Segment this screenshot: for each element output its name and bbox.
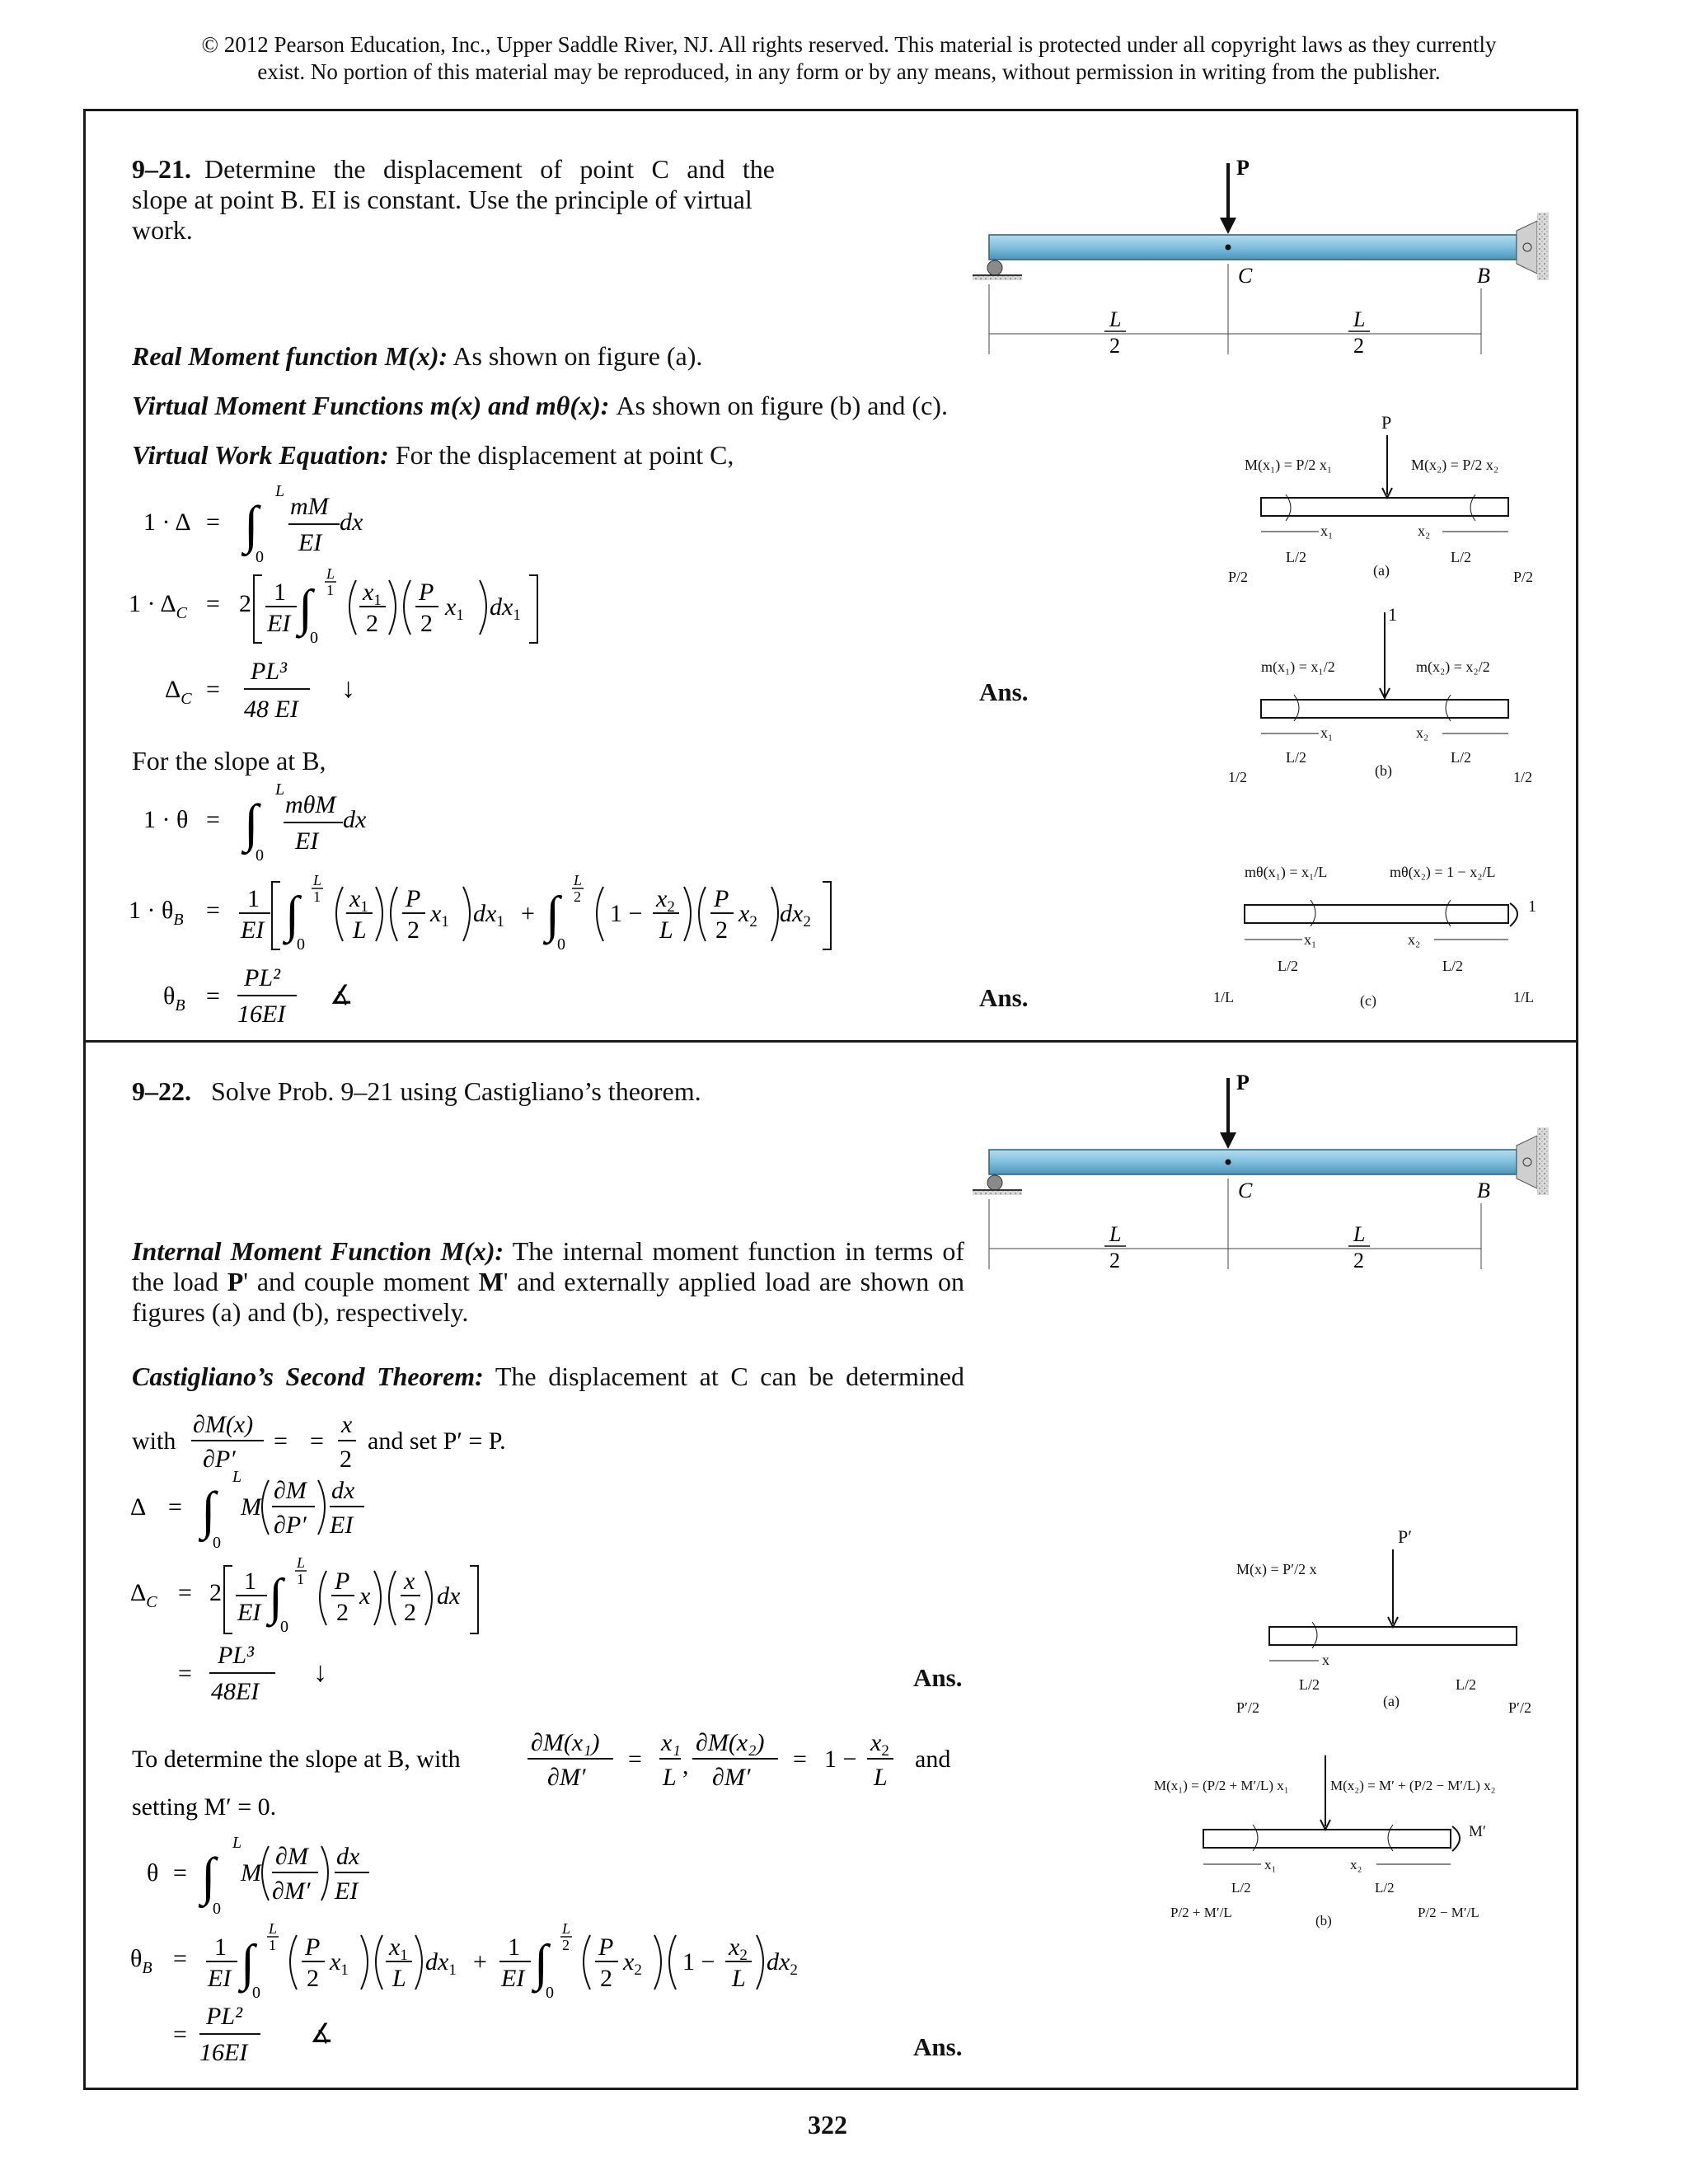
coefficient: 2 [239,590,251,617]
svg-text:L: L [574,872,583,888]
svg-text:∂M′: ∂M′ [712,1764,751,1791]
copyright-notice [82,31,1615,86]
svg-text:2: 2 [340,1446,352,1473]
moment-function-x2: M(x₂) = M′ + (P/2 − M′/L) x₂ [1330,1778,1496,1793]
denominator: EI [267,610,291,637]
svg-text:L/2: L/2 [1451,549,1471,565]
svg-text:L: L [663,1764,677,1791]
svg-text:EI: EI [208,1965,232,1992]
virtual-moment-line [132,391,948,421]
slope-intro: For the slope at B, [132,746,326,776]
svg-text:x2: $x_2$ [870,1729,889,1760]
svg-text:∂M(x₂): ∂M(x₂) [696,1729,765,1756]
real-moment-line [132,341,702,372]
eq-lhs: $1 \cdot \Delta_C$ [129,590,187,622]
pin-support [1517,1136,1537,1188]
svg-text:L: L [353,916,367,944]
svg-text:=: = [168,1493,182,1521]
svg-text:1: 1 [1528,898,1536,916]
svg-text:L/2: L/2 [1278,958,1298,974]
svg-text:P: P [335,1568,350,1595]
right-reaction: P/2 [1513,569,1534,585]
svg-text:2: 2 [307,1965,319,1992]
moment-function: M(x) = P′/2 x [1236,1561,1317,1577]
svg-text:EI: EI [501,1965,525,1992]
integral-sign: ∫ [546,887,560,943]
svg-text:L: L [313,872,322,888]
svg-text:L/2: L/2 [1286,749,1306,766]
svg-text:x: x [359,1582,371,1610]
free-body-sketch-a [1228,412,1550,593]
beam [989,1150,1517,1174]
svg-text:x₂: x₂ [1350,1857,1362,1872]
dimension-label: L [1109,1222,1122,1246]
equations-9-21 [124,478,849,1038]
svg-text:and set P′ = P.: and set P′ = P. [368,1427,506,1455]
numerator: PL² [244,964,281,991]
svg-text:θ: θ [147,1859,159,1886]
svg-text:∂M(x): ∂M(x) [193,1411,254,1438]
integral-sign: ∫ [201,1481,216,1540]
svg-text:L: L [874,1764,888,1791]
svg-text:x: x [1322,1652,1329,1668]
figure-tag: (b) [1375,762,1392,779]
roller-support [987,260,1002,275]
svg-text:x1: $x_1$ [445,593,464,624]
svg-text:setting M′ = 0.: setting M′ = 0. [132,1793,277,1821]
svg-text:,: , [682,1752,689,1779]
statement-line-1: Determine the displacement of point C and the [204,154,775,184]
svg-text:L: L [562,1920,571,1937]
differential: dx [343,806,367,833]
svg-text:EI: EI [330,1511,354,1539]
svg-text:x₁: x₁ [1320,724,1334,741]
virtual-moment-text: As shown on figure (b) and (c). [609,391,948,420]
castigliano-label: Castigliano’s Second Theorem: [132,1361,484,1391]
wall-hatch [1537,213,1549,280]
internal-moment-label: Internal Moment Function M(x): [132,1236,504,1266]
lower-limit: 0 [256,548,264,566]
free-body-sketch-b [1228,606,1550,804]
svg-text:2: 2 [574,888,581,905]
figure-tag: (b) [1315,1913,1332,1929]
pin-support [1517,221,1537,274]
moment-function-x1: M(x₁) = (P/2 + M′/L) x₁ [1154,1778,1289,1793]
svg-text:∂P′: ∂P′ [203,1446,236,1473]
svg-text:P: P [305,1933,321,1961]
upper-limit: L [275,482,285,500]
lower-limit: 0 [297,935,305,954]
svg-text:2: 2 [600,1965,612,1992]
svg-text:∂M′: ∂M′ [547,1764,586,1791]
denominator: EI [298,529,322,556]
differential: $dx_1$ [490,593,521,624]
svg-text:x₂: x₂ [1418,523,1431,539]
numerator: $x_1$ [363,579,382,609]
problem-number: 9–22. [132,1076,191,1106]
problem-number: 9–21. [132,154,191,184]
svg-text:x2: $x_2$ [729,1933,748,1964]
svg-text:x₁: x₁ [1264,1857,1277,1872]
eq-lhs: $\Delta_C$ [165,676,192,708]
numerator: mM [290,493,329,520]
svg-text:2: 2 [336,1599,349,1626]
svg-text:x1: $x_1$ [389,1933,408,1964]
eq-lhs: $1 \cdot \theta_B$ [129,897,184,929]
real-moment-text: As shown on figure (a). [448,341,703,371]
moment-function-x1: M(x₁) = P/2 x₁ [1245,457,1333,473]
denominator: 16EI [237,1001,286,1028]
svg-text:P: P [714,885,729,912]
integral-sign: ∫ [285,887,299,943]
svg-text:x₁: x₁ [661,1729,681,1756]
left-reaction: P′/2 [1236,1699,1259,1716]
svg-text:dx: dx [336,1843,360,1870]
moment-function-x2: M(x₂) = P/2 x₂ [1411,457,1499,473]
svg-text:M: M [241,1859,261,1886]
svg-text:0: 0 [546,1984,554,2002]
beam-figure-9-21 [964,148,1558,371]
castigliano-line: Castigliano’s Second Theorem: The displacement at C can be determined [132,1361,965,1391]
integral-sign: ∫ [298,580,312,636]
copyright-line-1: © 2012 Pearson Education, Inc., Upper Saddle River, NJ. All rights reserved. This material is protected under all copyright laws as they currently [201,32,1497,57]
integral-sign: ∫ [201,1847,216,1905]
svg-text:=: = [628,1746,642,1773]
right-reaction: 1/L [1513,989,1534,1005]
svg-text:EI: EI [237,1599,261,1626]
svg-text:x2: $x_2$ [738,900,757,930]
free-body-sketch-c [1212,841,1558,1030]
svg-text:∂P′: ∂P′ [274,1511,307,1539]
left-reaction: P/2 [1228,569,1249,585]
svg-text:dx2: $dx_2$ [780,900,811,930]
svg-text:θB: $\theta_B$ [130,1945,152,1977]
moment-function-x1: m(x₁) = x₁/2 [1261,658,1335,675]
denominator: 2 [420,610,433,637]
svg-text:M′: M′ [1469,1823,1487,1840]
virtual-work-text: For the displacement at point C, [388,440,734,470]
moment-function-x1: mθ(x₁) = x₁/L [1245,864,1328,880]
right-reaction: 1/2 [1513,769,1533,785]
figure-tag: (a) [1383,1693,1400,1709]
svg-text:M: M [241,1493,261,1521]
eq-equals: = [206,509,220,536]
differential: dx [340,509,363,536]
svg-text:x: x [404,1568,415,1595]
denominator: 2 [366,610,378,637]
eq-lhs: $\theta_B$ [163,982,185,1015]
page-number: 322 [808,2110,847,2139]
svg-text:+: + [521,900,535,927]
right-reaction: P/2 − M′/L [1418,1905,1479,1920]
svg-text:↓: ↓ [313,1657,327,1688]
svg-text:L/2: L/2 [1456,1676,1476,1693]
svg-text:∂M(x₁): ∂M(x₁) [531,1729,600,1756]
svg-text:L: L [732,1965,746,1992]
moment-function-x2: m(x₂) = x₂/2 [1416,658,1490,675]
roller-support [987,1175,1002,1190]
svg-text:1 −: 1 − [824,1746,857,1773]
eq-equals: = [206,590,220,617]
svg-text:2: 2 [209,1579,222,1606]
svg-text:0: 0 [252,1984,260,2002]
integral-sign: ∫ [244,794,259,852]
svg-text:2: 2 [1109,334,1120,358]
svg-text:L: L [232,1468,242,1486]
denominator: 48 EI [244,696,298,723]
svg-text:x1: $x_1$ [349,885,368,916]
dimension-label: L [1353,307,1366,331]
virtual-moment-label: Virtual Moment Functions m(x) and mθ(x): [132,391,610,420]
svg-text:L/2: L/2 [1299,1676,1320,1693]
svg-text:To determine the slope at B, w: To determine the slope at B, with [132,1746,461,1773]
real-moment-label: Real Moment function M(x): [132,341,448,371]
svg-text:Δ: Δ [130,1493,147,1521]
svg-text:2: 2 [1109,1249,1120,1272]
svg-text:L/2: L/2 [1375,1880,1395,1896]
svg-text:0: 0 [557,935,565,954]
point-c-label: C [1238,264,1253,288]
svg-text:=: = [173,2021,187,2048]
svg-text:L: L [392,1965,406,1992]
svg-text:PL³: PL³ [218,1642,255,1669]
virtual-work-label: Virtual Work Equation: [132,440,389,470]
svg-text:x: x [341,1411,353,1438]
svg-text:2: 2 [1353,334,1364,358]
svg-text:x₂: x₂ [1416,724,1429,741]
figure-tag: (a) [1373,562,1390,579]
svg-text:L/2: L/2 [1286,549,1306,565]
load-label: P [1236,156,1250,180]
svg-text:2: 2 [404,1599,416,1626]
svg-text:P: P [598,1933,614,1961]
svg-text:L: L [659,916,673,944]
svg-text:x1: $x_1$ [430,900,449,930]
eq-lhs: 1 · Δ [143,509,191,536]
equations-9-22 [124,1401,989,2085]
numerator: 1 [274,579,286,606]
left-reaction: 1/L [1213,989,1234,1005]
svg-text:∂M′: ∂M′ [272,1877,311,1905]
svg-text:16EI: 16EI [199,2039,248,2066]
lower-limit: 0 [256,846,264,865]
answer-label: Ans. [979,677,1029,706]
svg-text:x2: $x_2$ [623,1948,642,1979]
svg-text:∡: ∡ [310,2018,334,2048]
upper-limit: L [275,780,285,799]
denominator: EI [295,827,319,855]
eq-lhs: 1 · θ [143,806,189,833]
right-reaction: P′/2 [1508,1699,1531,1716]
svg-text:L: L [297,1554,306,1571]
svg-text:dx1: $dx_1$ [473,900,504,930]
left-reaction: 1/2 [1228,769,1248,785]
svg-text:and: and [915,1746,951,1773]
numerator: mθM [285,791,336,818]
svg-text:1: 1 [214,1933,227,1961]
svg-text:+: + [473,1948,487,1975]
moment-function-x2: mθ(x₂) = 1 − x₂/L [1390,864,1496,880]
answer-label: Ans. [913,1663,963,1692]
load-label: P [1236,1071,1250,1094]
svg-text:1 −: 1 − [682,1948,715,1975]
svg-text:L/2: L/2 [1442,958,1463,974]
svg-text:P: P [1381,412,1392,433]
svg-text:1: 1 [269,1937,276,1953]
copyright-line-2: exist. No portion of this material may be reproduced, in any form or by any means, without permission in writing from the publisher. [257,59,1441,84]
svg-text:L: L [232,1834,242,1852]
problem-9-22-statement [132,1076,701,1107]
svg-text:=: = [310,1427,324,1455]
svg-text:0: 0 [213,1900,221,1918]
upper-limit: L [326,565,335,582]
integral-sign: ∫ [269,1569,283,1625]
svg-text:x2: $x_2$ [656,885,675,916]
svg-text:x₁: x₁ [1320,523,1334,539]
integral-sign: ∫ [241,1935,255,1991]
problem-9-21-statement [132,154,775,246]
svg-text:L/2: L/2 [1451,749,1471,766]
point-b-label: B [1477,264,1490,288]
eq-equals: = [206,676,220,703]
arrow-down: ↓ [341,673,355,704]
svg-text:PL²: PL² [206,2003,243,2030]
left-reaction: P/2 + M′/L [1170,1905,1232,1920]
svg-text:0: 0 [280,1618,288,1636]
svg-text:∂M: ∂M [274,1477,307,1504]
svg-text:with: with [132,1427,176,1455]
statement-text: Solve Prob. 9–21 using Castigliano’s theorem. [211,1076,701,1106]
svg-text:0: 0 [213,1534,221,1552]
svg-text:dx: dx [331,1477,355,1504]
svg-text:1 −: 1 − [610,900,643,927]
svg-text:x₁: x₁ [1304,931,1317,948]
svg-text:=: = [173,1859,187,1886]
svg-text:EI: EI [335,1877,359,1905]
svg-text:P: P [406,885,421,912]
numerator: P [419,579,434,606]
svg-text:=: = [178,1579,192,1606]
svg-text:=: = [274,1427,288,1455]
denominator: EI [241,916,265,944]
integral-sign: ∫ [534,1935,548,1991]
beam [989,235,1517,260]
beam-figure-9-22 [964,1063,1558,1286]
svg-text:2: 2 [562,1937,570,1953]
svg-text:1: 1 [1388,606,1397,625]
svg-text:L: L [269,1920,278,1937]
statement-line-2: slope at point B. EI is constant. Use the principle of virtual [132,185,753,214]
svg-text:x1: $x_1$ [330,1948,349,1979]
svg-text:=: = [793,1746,807,1773]
eq-equals: = [206,897,220,924]
lower-limit: 0 [310,629,318,647]
svg-text:dx2: $dx_2$ [767,1948,798,1979]
svg-text:2: 2 [715,916,728,944]
point-c-label: C [1238,1179,1253,1202]
free-body-sketch-b [1154,1747,1550,1945]
problem-divider [83,1040,1578,1043]
slope-symbol: ∡ [330,980,354,1010]
statement-line-3: work. [132,215,193,245]
svg-text:=: = [173,1945,187,1972]
figure-tag: (c) [1360,992,1376,1009]
point-b-label: B [1477,1179,1490,1202]
eq-equals: = [206,982,220,1010]
svg-text:1: 1 [508,1933,520,1961]
svg-text:1: 1 [244,1568,256,1595]
answer-label: Ans. [913,2032,963,2061]
numerator: 1 [247,885,260,912]
svg-text:1: 1 [313,888,321,905]
eq-equals: = [206,806,220,833]
svg-text:dx1: $dx_1$ [425,1948,457,1979]
svg-text:x₂: x₂ [1408,931,1421,948]
integral-sign: ∫ [244,495,259,554]
internal-moment-paragraph: Internal Moment Function M(x): The internal moment function in terms of the load P' and couple moment M' and externally applied load are shown on figures (a) and (b), respectively. [132,1236,965,1327]
dimension-label: L [1353,1222,1366,1246]
svg-text:L/2: L/2 [1231,1880,1251,1896]
svg-text:dx: dx [437,1582,461,1610]
svg-text:P′: P′ [1398,1526,1413,1547]
numerator: PL³ [251,658,288,685]
dimension-label: L [1109,307,1122,331]
svg-text:48EI: 48EI [211,1678,260,1705]
svg-text:2: 2 [1353,1249,1364,1272]
svg-text:∂M: ∂M [275,1843,308,1870]
svg-text:1: 1 [326,582,334,598]
svg-text:1: 1 [297,1571,304,1587]
virtual-work-line [132,440,734,471]
svg-text:ΔC: $\Delta_C$ [130,1579,157,1611]
svg-text:2: 2 [407,916,420,944]
free-body-sketch-a [1236,1525,1550,1722]
answer-label: Ans. [979,983,1029,1012]
svg-text:=: = [178,1660,192,1687]
